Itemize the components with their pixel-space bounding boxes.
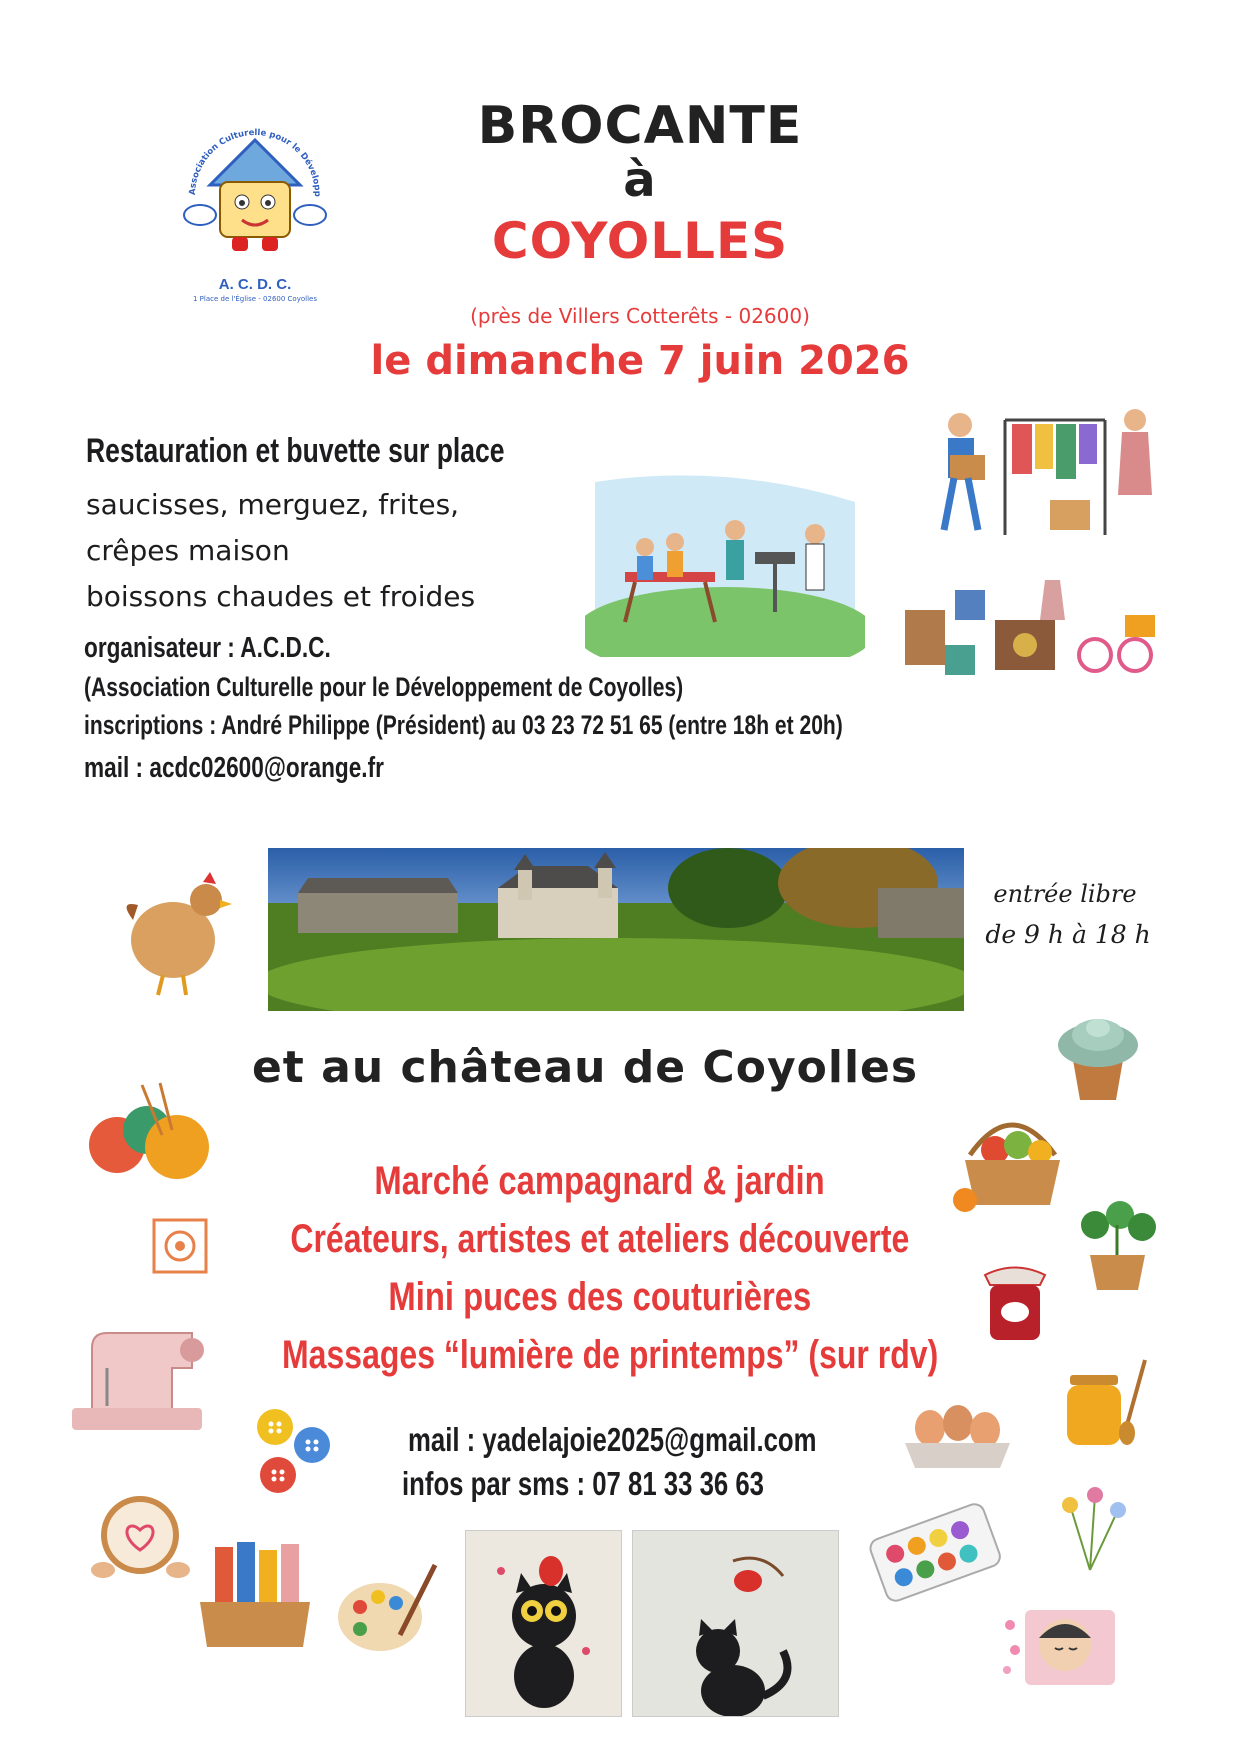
barbecue-illustration [585,462,865,657]
paint-palette-illustration [330,1555,440,1665]
event-date: le dimanche 7 juin 2026 [370,338,910,384]
sewing-machine-illustration [62,1318,212,1438]
chateau-mail: mail : yadelajoie2025@gmail.com [408,1421,817,1458]
organizer-mail: mail : acdc02600@orange.fr [84,752,384,784]
activity-item: Massages “lumière de printemps” (sur rdv) [282,1333,939,1377]
logo-ring-text: Association Culturelle pour le Développ [187,127,323,197]
logo-acronym: A. C. D. C. [218,276,292,293]
title-brocante: BROCANTE [477,96,803,156]
sms-info: infos par sms : 07 81 33 36 63 [402,1465,765,1502]
jam-jar-illustration [980,1260,1050,1345]
entry-free-text: entrée libre [993,880,1137,908]
entry-hours-text: de 9 h à 18 h [985,920,1151,949]
acdc-logo [170,110,340,310]
food-list [86,482,556,620]
embroidery-hoop-illustration [88,1490,193,1585]
chateau-panorama-photo [268,848,964,1011]
flea-market-items-illustration [885,560,1165,695]
contact-block [380,1418,900,1506]
potted-plant-illustration [1070,1195,1165,1295]
succulent-plant-illustration [1048,1000,1148,1105]
cat-bird-painting [632,1530,839,1717]
house-mascot-icon [170,110,340,270]
food-heading: Restauration et buvette sur place [86,432,505,470]
food-line: boissons chaudes et froides [86,580,476,613]
logo-address: 1 Place de l'Église - 02600 Coyolles [193,295,317,303]
flower-bouquet-illustration [1040,1475,1140,1575]
cat-parrot-painting [465,1530,622,1717]
food-line: crêpes maison [86,534,290,567]
location-text: (près de Villers Cotterêts - 02600) [470,304,810,328]
title-coyolles: COYOLLES [491,212,789,270]
title-a: à [623,152,657,208]
organizer-label: organisateur : A.C.D.C. [84,632,331,664]
activity-item: Mini puces des couturières [388,1275,812,1319]
activity-item: Créateurs, artistes et ateliers découverte [290,1217,910,1261]
fabric-rolls-box-illustration [195,1532,315,1652]
watercolor-set-illustration [865,1495,1005,1610]
hen-illustration [118,860,238,1000]
honey-jar-illustration [1055,1355,1155,1455]
organizer-full-name: (Association Culturelle pour le Développement de Coyolles) [84,672,684,702]
massage-face-illustration [995,1590,1120,1695]
egg-carton-illustration [900,1398,1015,1478]
registrations-text: inscriptions : André Philippe (Président) au 03 23 72 51 65 (entre 18h et 20h) [84,710,843,740]
food-line: saucisses, merguez, frites, [86,488,460,521]
sewing-buttons-illustration [250,1405,340,1500]
chateau-heading: et au château de Coyolles [251,1042,919,1093]
clothes-rack-illustration [930,400,1160,550]
activity-item: Marché campagnard & jardin [374,1159,826,1203]
activity-list [200,1152,1000,1384]
